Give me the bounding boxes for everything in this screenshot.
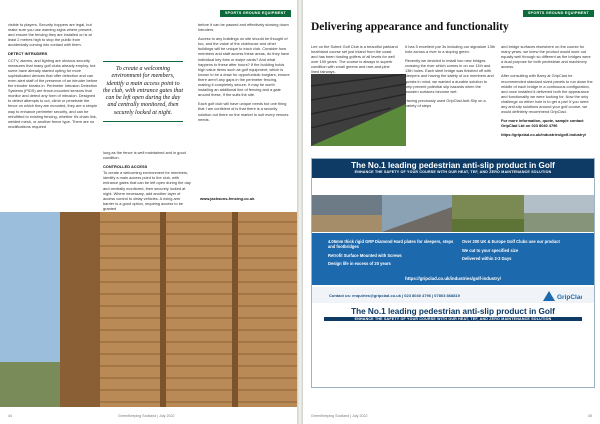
ad-bullet: Retrofit Surface Mounted with Screws (328, 252, 402, 258)
col3-paragraph-1: before it can be passed and effectively slowing down intruders. (198, 22, 289, 33)
ad-contact-text[interactable]: Contact us: enquiries@gripclad.co.uk | 023 8040 4796 | 07803 868819 (329, 293, 460, 298)
article-title: Delivering appearance and functionality (311, 21, 509, 33)
left-column-2 (103, 150, 191, 215)
left-page (0, 0, 297, 424)
r-col1-p3: Recently we decided to install two new bridges crossing the river which comes in on our 11th and 13th holes. Each steel bridge was finished off with sleepers and having the safety of our members and guests in mind, we wanted a durable solution to help prevent potential slip hazards when the wooden surfaces become wet. (405, 58, 494, 94)
ad-header-band (312, 159, 594, 178)
gripclad-logo (542, 289, 582, 301)
r-col2-url[interactable]: https://gripclad.co.uk/industries/golf-industry/ (501, 132, 586, 138)
ad-headline-2: The No.1 leading pedestrian anti-slip product in Golf (351, 307, 555, 316)
intro-paragraph: visible to players. Security hoppers are legal, but make sure you use warning signs where present, and ensure the fencing they are installed on is at least 2 metres high to stop the public from accidentally coming into contact with them. (8, 22, 93, 48)
r-col2-contact: For more information, quote, sample contact GripClad Ltd on 023 8040 4796 (501, 118, 584, 129)
left-column-3 (198, 22, 290, 126)
section-tag-right: SPORTS GROUND EQUIPMENT (523, 10, 594, 17)
section-tag: SPORTS GROUND EQUIPMENT (220, 10, 291, 17)
publication-right: GreenKeeping Scotland | July 2022 (311, 414, 368, 418)
page-number-left: 44 (8, 414, 12, 418)
bridge-photo (311, 74, 406, 146)
col3-paragraph-2: Access to any buildings on site should be thought of too, and the value of the clubhouse and other buildings will be unique to each club. Consider how members and staff access these areas, do they have individual key fobs or swipe cards? And what happens to these after hours? If the building holds high value items such as golf equipment, which is known to be a draw for opportunistic burglars, ensure there aren't any gaps in the perimeter fencing, making it completely secure. It may be worth installing an additional line of fencing and a gate around these, if the suits the site. (198, 36, 290, 98)
r-col2-p2: After consulting with Barry at GripClad he recommended standard sized panels to run down the middle of each bridge in a continuous configuration, and once installed it delivered both the appearance and functionality we were looking for. Now the only challenge on either hole is to get a par! If you need any anti-slip solutions around your golf course, we would definitely recommend GripClad. (501, 73, 593, 115)
r-col1-p2: It has 5 excellent par 3s including our signature 13th hole across a river to a sloping green. (405, 44, 495, 55)
r-col1-p1: Lee on the Solent Golf Club is a beautiful parkland heathland course set just inland from the coast and has been hosting golfers of all levels for well over 100 years. The course is always in superb condition with small greens and rare-and-pine lined fairways. (311, 44, 398, 75)
ad-subline: ENHANCE THE SAFETY OF YOUR COURSE WITH OUR HEAT, TEF, AND ZERO MAINTENANCE SOLUTION (354, 170, 552, 174)
ad-bullet: Delivered within 2-3 Days (462, 256, 512, 261)
right-column-2 (501, 44, 593, 142)
logo-text: GripClad (557, 294, 582, 301)
ad-bullet: 4.06mm thick rigid GRP Diamond Hard plates for sleepers, steps and footbridges (328, 239, 454, 249)
ad-photo-strip (312, 195, 594, 232)
ad-bullet: Over 200 UK & Europe Golf Clubs use our product (462, 239, 560, 244)
right-page (303, 0, 600, 424)
publication-left: GreenKeeping Scotland | July 2022 (118, 414, 175, 418)
lead-paragraph: long as the fence is well maintained and in good condition. (103, 150, 186, 161)
ad-bullets-right (462, 239, 592, 265)
ad-subline-2: ENHANCE THE SAFETY OF YOUR COURSE WITH OUR HEAT, TEF, AND ZERO MAINTENANCE SOLUTION (324, 317, 582, 321)
ad-bullet: Design life in excess of 20 years (328, 261, 391, 266)
website-link[interactable]: www.jacksons-fencing.co.uk (200, 196, 255, 201)
controlled-access-body: To create a welcoming environment for members, identify a main access point to the club, with entrance gates that can be left open during the day and centrally monitored, then securely locked at night. Where necessary, add another layer of access control to delay vehicles. A rising arm barrier is a good option, requiring access to be granted (103, 170, 191, 211)
r-col2-p1: and bridge surfaces elsewhere on the course for many years, we knew the product would work out equally well through so different as the bridges were a dual purpose for both pedestrian and machinery access. (501, 44, 591, 70)
col3-paragraph-3: Each golf club will have unique needs but one thing that I am confident of is that there is a security solution out there on the market to suit every venues needs. (198, 101, 289, 122)
ad-footer-band (312, 305, 594, 325)
fence-photo-image (0, 212, 297, 407)
ad-headline: The No.1 leading pedestrian anti-slip product in Golf (351, 161, 555, 170)
fence-photo (0, 212, 297, 407)
r-col1-p4: Having previously used GripClad Anti-Slip on a variety of steps (405, 97, 486, 108)
page-number-right: 45 (588, 414, 592, 418)
bridge-photo-image (311, 74, 406, 146)
right-column-1b (405, 44, 495, 112)
controlled-access-heading: CONTROLLED ACCESS (103, 164, 148, 170)
detect-intruders-heading: DETECT INTRUDERS (8, 51, 48, 57)
gripclad-logo-mark (542, 290, 582, 302)
ad-contact-strip (312, 287, 594, 303)
left-column-1 (8, 22, 98, 133)
gripclad-advert (311, 158, 595, 388)
ad-bullets-left (328, 239, 458, 270)
ad-bullet: We cut to your specified size (462, 247, 519, 253)
detect-intruders-body: CCTV, alarms, and lighting are obvious security measures that many golf clubs already employ, but some have already started opting for more sophisticated devices that offer detection and can even alert staff of the presence of an intruder before the intruder breaks in. Perimeter Intrusion Detection Systems (PIDS) are fence-mounted sensors that monitor and detect any form of intrusion. Designed to detect attempts to cut, climb or penetrate the fence on which they are mounted, they are a simple way to enhance perimeter security, and can be retrofitted to existing fencing, whether it's chain link, welded mesh, or another fence type. There are no modifications required (8, 57, 98, 129)
ad-bullets-panel (312, 233, 594, 285)
ad-url[interactable]: https://gripclad.co.uk/industries/golf-industry/ (405, 276, 501, 281)
pull-quote: To create a welcoming environment for members, identify a main access point to the club, with entrance gates that can be left open during the day and centrally monitored, then securely locked at night. (103, 61, 183, 122)
